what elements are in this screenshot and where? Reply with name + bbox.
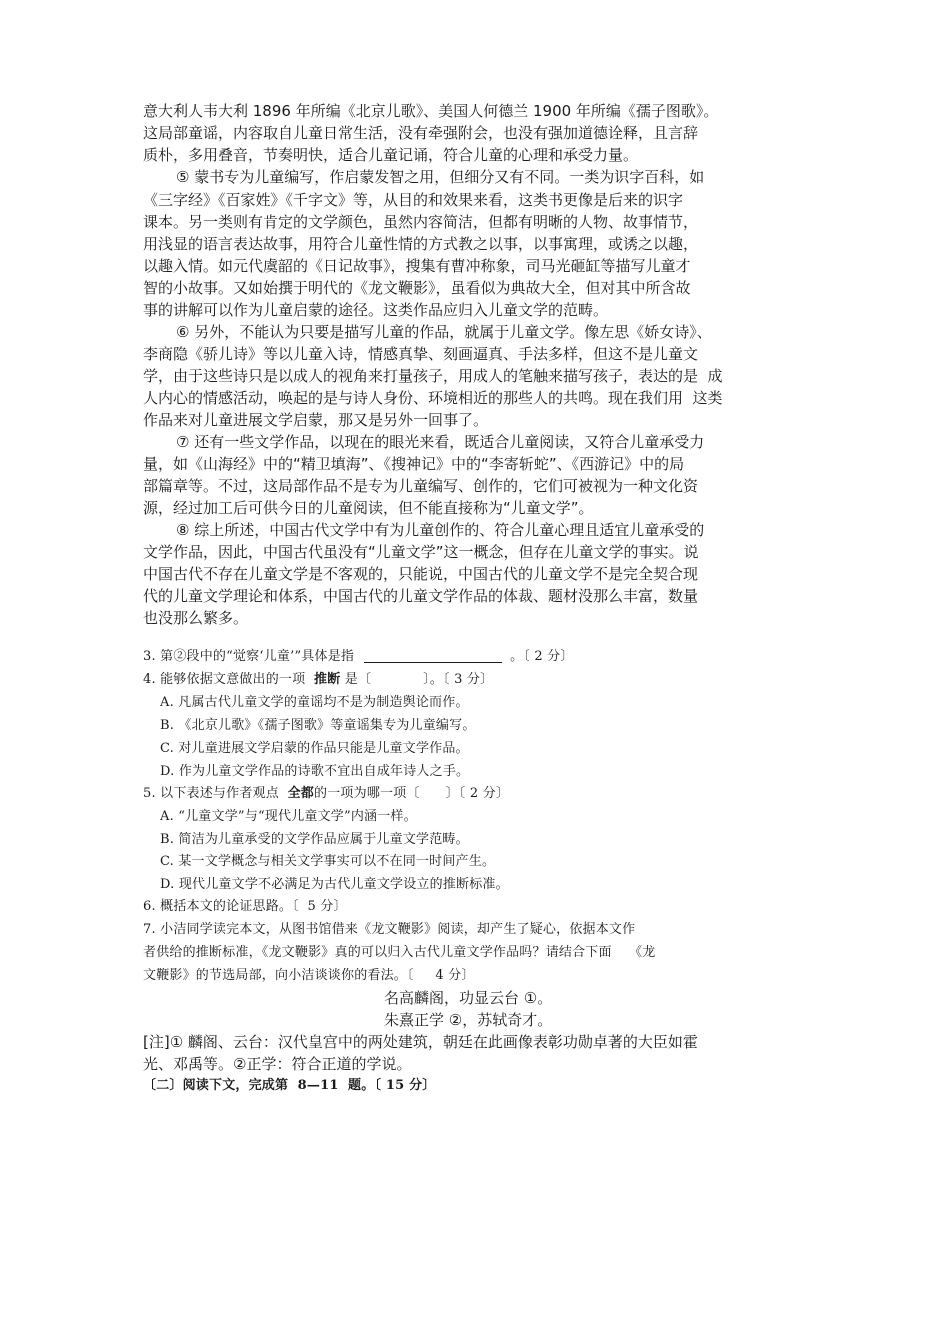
question-5-keyword: 全都 bbox=[287, 786, 315, 801]
passage-line: 中国古代不存在儿童文学是不客观的，只能说，中国古代的儿童文学不是完全契合现 bbox=[143, 565, 699, 583]
question-4-score: 是〔 〕。〔 3 分〕 bbox=[340, 672, 494, 687]
option-a: A. 凡属古代儿童文学的童谣均不是为制造舆论而作。 bbox=[160, 695, 469, 710]
passage-line: ⑤ 蒙书专为儿童编写，作启蒙发智之用，但细分又有不同。一类为识字百科，如 bbox=[176, 168, 705, 186]
option-d: D. 现代儿童文学不必满足为古代儿童文学设立的推断标准。 bbox=[160, 877, 509, 892]
passage-line: 意大利人韦大利 1896 年所编《北京儿歌》、美国人何德兰 1900 年所编《孺子图歌》。 bbox=[143, 102, 719, 120]
question-7-line: 7. 小洁同学读完本文，从图书馆借来《龙文鞭影》阅读，却产生了疑心，依据本文作 bbox=[143, 922, 636, 937]
note-line: 光、邓禹等。②正学：符合正道的学说。 bbox=[143, 1055, 412, 1073]
question-4-keyword: 推断 bbox=[314, 672, 341, 687]
passage-line: 《三字经》《百家姓》《千字文》等，从目的和效果来看，这类书更像是后来的识字 bbox=[143, 191, 684, 209]
passage-line: 这局部童谣，内容取自儿童日常生活，没有牵强附会，也没有强加道德诠释，且言辞 bbox=[143, 124, 699, 142]
option-b: B. 《北京儿歌》《孺子图歌》等童谣集专为儿童编写。 bbox=[160, 718, 476, 733]
passage-line: 智的小故事。又如始撰于明代的《龙文鞭影》，虽看似为典故大全，但对其中所含故 bbox=[143, 279, 691, 297]
passage-line: 也没那么繁多。 bbox=[143, 609, 249, 627]
question-7-line: 者供给的推断标准，《龙文鞭影》真的可以归入古代儿童文学作品吗？请结合下面 《龙 bbox=[143, 945, 656, 960]
option-c: C. 某一文学概念与相关文学事实可以不在同一时间产生。 bbox=[160, 854, 496, 869]
passage-line: 作品来对儿童进展文学启蒙，那又是另外一回事了。 bbox=[143, 411, 489, 429]
excerpt-line: 名高麟阁，功显云台 ①。 bbox=[384, 989, 553, 1007]
option-d: D. 作为儿童文学作品的诗歌不宜出自成年诗人之手。 bbox=[160, 764, 470, 779]
option-c: C. 对儿童进展文学启蒙的作品只能是儿童文学作品。 bbox=[160, 741, 469, 756]
excerpt-line: 朱熹正学 ②，苏轼奇才。 bbox=[384, 1011, 553, 1029]
question-6: 6. 概括本文的论证思路。〔 5 分〕 bbox=[143, 899, 347, 914]
option-a: A. “儿童文学”与“现代儿童文学”内涵一样。 bbox=[160, 809, 417, 824]
passage-line: 文学作品，因此，中国古代虽没有“儿童文学”这一概念，但存在儿童文学的事实。说 bbox=[143, 543, 699, 561]
answer-blank[interactable] bbox=[364, 661, 502, 663]
note-line: [注]① 麟阁、云台：汉代皇宫中的两处建筑，朝廷在此画像表彰功勋卓著的大臣如霍 bbox=[143, 1033, 698, 1051]
option-b: B. 简洁为儿童承受的文学作品应属于儿童文学范畴。 bbox=[160, 832, 469, 847]
question-5-score: 的一项为哪一项〔 〕〔 2 分〕 bbox=[314, 786, 510, 801]
question-5-text: 5. 以下表述与作者观点 bbox=[143, 786, 288, 801]
passage-line: ⑧ 综上所述，中国古代文学中有为儿童创作的、符合儿童心理且适宜儿童承受的 bbox=[176, 521, 705, 539]
passage-line: 代的儿童文学理论和体系，中国古代的儿童文学作品的体裁、题材没那么丰富，数量 bbox=[143, 587, 699, 605]
question-4-text: 4. 能够依据文意做出的一项 bbox=[143, 672, 315, 687]
passage-line: 事的讲解可以作为儿童启蒙的途径。这类作品应归入儿童文学的范畴。 bbox=[143, 301, 609, 319]
passage-line: 课本。另一类则有肯定的文学颜色，虽然内容简洁，但都有明晰的人物、故事情节， bbox=[143, 213, 699, 231]
passage-line: 部篇章等。不过，这局部作品不是专为儿童编写、创作的，它们可被视为一种文化资 bbox=[143, 477, 699, 495]
passage-line: 用浅显的语言表达故事，用符合儿童性情的方式教之以事，以事寓理，或诱之以趣， bbox=[143, 235, 699, 253]
passage-line: 量，如《山海经》中的“精卫填海”、《搜神记》中的“李寄斩蛇”、《西游记》中的局 bbox=[143, 455, 685, 473]
passage-line: 源，经过加工后可供今日的儿童阅读，但不能直接称为“儿童文学”。 bbox=[143, 499, 594, 517]
passage-line: 人内心的情感活动，唤起的是与诗人身份、环境相近的那些人的共鸣。现在我们用 这类 bbox=[143, 389, 723, 407]
question-3-score: 。〔 2 分〕 bbox=[510, 649, 574, 664]
question-3 bbox=[143, 650, 574, 663]
question-7-line: 文鞭影》的节选局部，向小洁谈谈你的看法。〔 4 分〕 bbox=[143, 968, 475, 983]
passage-line: ⑥ 另外，不能认为只要是描写儿童的作品，就属于儿童文学。像左思《娇女诗》、 bbox=[176, 323, 712, 341]
passage-line: 学，由于这些诗只是以成人的视角来打量孩子，用成人的笔触来描写孩子，表达的是 成 bbox=[143, 367, 723, 385]
passage-line: 以趣入情。如元代虞韶的《日记故事》，搜集有曹冲称象，司马光砸缸等描写儿童才 bbox=[143, 257, 691, 275]
question-4 bbox=[143, 673, 493, 686]
question-5 bbox=[143, 787, 509, 800]
section-heading: 〔二〕阅读下文，完成第 8—11 题。〔 15 分〕 bbox=[143, 1078, 436, 1093]
passage-line: 质朴，多用叠音，节奏明快，适合儿童记诵，符合儿童的心理和承受力量。 bbox=[143, 146, 639, 164]
passage-line: ⑦ 还有一些文学作品，以现在的眼光来看，既适合儿童阅读，又符合儿童承受力 bbox=[176, 433, 705, 451]
question-3-text: 3. 第②段中的“觉察‘儿童’”具体是指 bbox=[143, 649, 355, 664]
passage-line: 李商隐《骄儿诗》等以儿童入诗，情感真挚、刻画逼真、手法多样，但这不是儿童文 bbox=[143, 345, 699, 363]
